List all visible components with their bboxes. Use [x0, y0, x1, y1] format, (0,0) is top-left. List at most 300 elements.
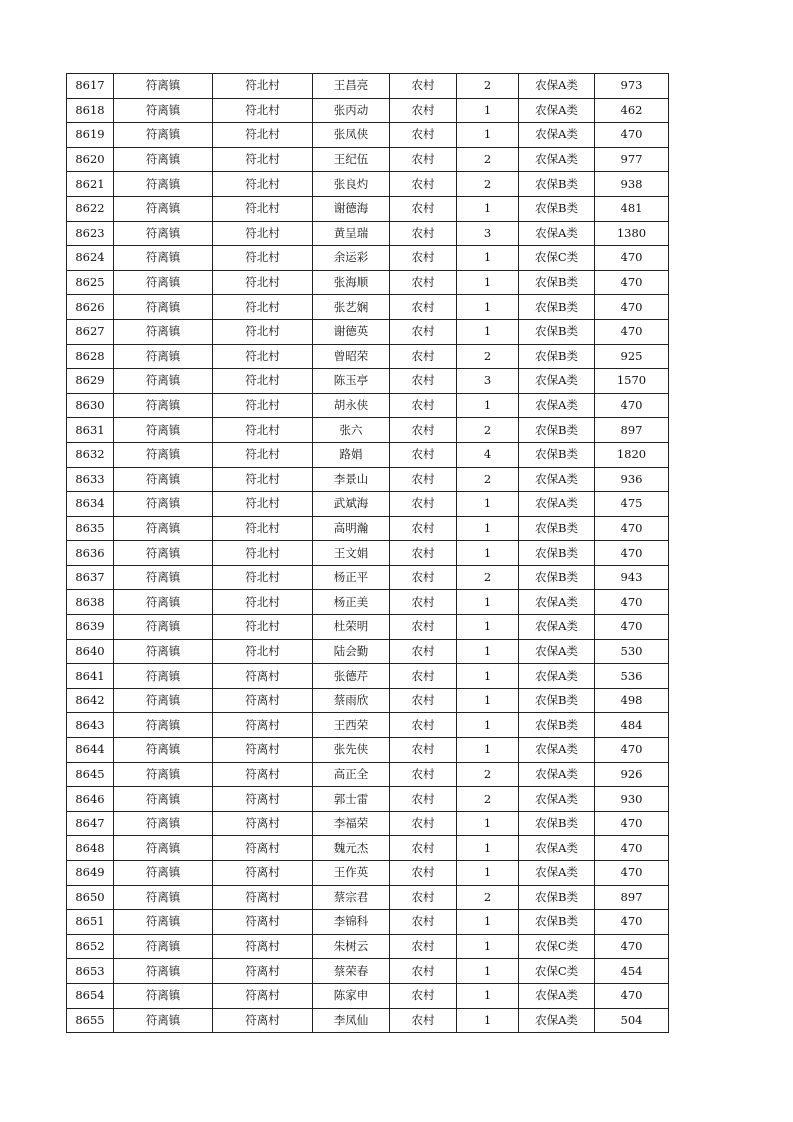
amount-cell: 470: [595, 861, 669, 886]
village-cell: 符北村: [213, 492, 313, 517]
household-type-cell: 农村: [390, 74, 457, 99]
household-type-cell: 农村: [390, 959, 457, 984]
member-count-cell: 1: [457, 934, 519, 959]
insurance-category-cell: 农保B类: [519, 541, 595, 566]
table-row: [67, 615, 669, 640]
insurance-category-cell: 农保A类: [519, 983, 595, 1008]
village-cell: 符离村: [213, 861, 313, 886]
person-name-cell: 蔡雨欣: [313, 688, 390, 713]
member-count-cell: 1: [457, 98, 519, 123]
amount-cell: 481: [595, 196, 669, 221]
member-count-cell: 1: [457, 393, 519, 418]
member-count-cell: 2: [457, 565, 519, 590]
person-name-cell: 蔡宗君: [313, 885, 390, 910]
household-type-cell: 农村: [390, 885, 457, 910]
table-row: [67, 639, 669, 664]
member-count-cell: 2: [457, 74, 519, 99]
table-row: [67, 98, 669, 123]
member-count-cell: 1: [457, 738, 519, 763]
row-number-cell: 8624: [67, 246, 114, 271]
village-cell: 符离村: [213, 787, 313, 812]
amount-cell: 454: [595, 959, 669, 984]
table-row: [67, 492, 669, 517]
insurance-category-cell: 农保B类: [519, 885, 595, 910]
person-name-cell: 谢德英: [313, 319, 390, 344]
town-cell: 符离镇: [114, 590, 213, 615]
row-number-cell: 8638: [67, 590, 114, 615]
insurance-category-cell: 农保C类: [519, 934, 595, 959]
row-number-cell: 8618: [67, 98, 114, 123]
person-name-cell: 高正全: [313, 762, 390, 787]
village-cell: 符离村: [213, 885, 313, 910]
table-row: [67, 738, 669, 763]
table-row: [67, 762, 669, 787]
village-cell: 符离村: [213, 762, 313, 787]
person-name-cell: 李凤仙: [313, 1008, 390, 1033]
row-number-cell: 8623: [67, 221, 114, 246]
row-number-cell: 8644: [67, 738, 114, 763]
table-row: [67, 811, 669, 836]
village-cell: 符北村: [213, 74, 313, 99]
row-number-cell: 8651: [67, 910, 114, 935]
amount-cell: 897: [595, 418, 669, 443]
row-number-cell: 8640: [67, 639, 114, 664]
household-type-cell: 农村: [390, 492, 457, 517]
village-cell: 符北村: [213, 516, 313, 541]
insurance-category-cell: 农保A类: [519, 787, 595, 812]
person-name-cell: 张良灼: [313, 172, 390, 197]
household-type-cell: 农村: [390, 442, 457, 467]
town-cell: 符离镇: [114, 885, 213, 910]
household-type-cell: 农村: [390, 639, 457, 664]
town-cell: 符离镇: [114, 221, 213, 246]
village-cell: 符离村: [213, 836, 313, 861]
village-cell: 符离村: [213, 1008, 313, 1033]
insurance-category-cell: 农保B类: [519, 319, 595, 344]
row-number-cell: 8625: [67, 270, 114, 295]
table-row: [67, 295, 669, 320]
row-number-cell: 8634: [67, 492, 114, 517]
town-cell: 符离镇: [114, 442, 213, 467]
person-name-cell: 张凤侠: [313, 123, 390, 148]
table-row: [67, 467, 669, 492]
member-count-cell: 1: [457, 713, 519, 738]
person-name-cell: 曾昭荣: [313, 344, 390, 369]
household-type-cell: 农村: [390, 1008, 457, 1033]
row-number-cell: 8655: [67, 1008, 114, 1033]
person-name-cell: 陈家申: [313, 983, 390, 1008]
insurance-category-cell: 农保A类: [519, 639, 595, 664]
insurance-category-cell: 农保B类: [519, 565, 595, 590]
insurance-category-cell: 农保B类: [519, 442, 595, 467]
member-count-cell: 2: [457, 418, 519, 443]
town-cell: 符离镇: [114, 123, 213, 148]
village-cell: 符北村: [213, 418, 313, 443]
person-name-cell: 黄呈瑞: [313, 221, 390, 246]
town-cell: 符离镇: [114, 861, 213, 886]
village-cell: 符离村: [213, 983, 313, 1008]
amount-cell: 925: [595, 344, 669, 369]
amount-cell: 938: [595, 172, 669, 197]
town-cell: 符离镇: [114, 541, 213, 566]
insurance-category-cell: 农保A类: [519, 590, 595, 615]
town-cell: 符离镇: [114, 467, 213, 492]
village-cell: 符离村: [213, 738, 313, 763]
household-type-cell: 农村: [390, 418, 457, 443]
row-number-cell: 8643: [67, 713, 114, 738]
village-cell: 符北村: [213, 467, 313, 492]
amount-cell: 973: [595, 74, 669, 99]
household-type-cell: 农村: [390, 147, 457, 172]
household-type-cell: 农村: [390, 738, 457, 763]
table-row: [67, 590, 669, 615]
row-number-cell: 8642: [67, 688, 114, 713]
insurance-category-cell: 农保A类: [519, 98, 595, 123]
village-cell: 符北村: [213, 369, 313, 394]
town-cell: 符离镇: [114, 74, 213, 99]
person-name-cell: 张六: [313, 418, 390, 443]
member-count-cell: 1: [457, 319, 519, 344]
village-cell: 符离村: [213, 811, 313, 836]
amount-cell: 470: [595, 738, 669, 763]
amount-cell: 943: [595, 565, 669, 590]
person-name-cell: 李福荣: [313, 811, 390, 836]
table-row: [67, 172, 669, 197]
table-row: [67, 393, 669, 418]
table-row: [67, 418, 669, 443]
town-cell: 符离镇: [114, 492, 213, 517]
insurance-category-cell: 农保B类: [519, 910, 595, 935]
village-cell: 符离村: [213, 934, 313, 959]
beneficiary-table: [66, 73, 669, 1033]
table-row: [67, 369, 669, 394]
insurance-category-cell: 农保C类: [519, 959, 595, 984]
insurance-category-cell: 农保A类: [519, 738, 595, 763]
village-cell: 符北村: [213, 123, 313, 148]
insurance-category-cell: 农保A类: [519, 123, 595, 148]
town-cell: 符离镇: [114, 418, 213, 443]
household-type-cell: 农村: [390, 221, 457, 246]
row-number-cell: 8637: [67, 565, 114, 590]
insurance-category-cell: 农保A类: [519, 664, 595, 689]
member-count-cell: 2: [457, 344, 519, 369]
town-cell: 符离镇: [114, 713, 213, 738]
row-number-cell: 8646: [67, 787, 114, 812]
household-type-cell: 农村: [390, 246, 457, 271]
insurance-category-cell: 农保A类: [519, 1008, 595, 1033]
table-row: [67, 836, 669, 861]
village-cell: 符北村: [213, 147, 313, 172]
insurance-category-cell: 农保B类: [519, 516, 595, 541]
town-cell: 符离镇: [114, 172, 213, 197]
amount-cell: 1380: [595, 221, 669, 246]
person-name-cell: 高明瀚: [313, 516, 390, 541]
household-type-cell: 农村: [390, 910, 457, 935]
household-type-cell: 农村: [390, 393, 457, 418]
insurance-category-cell: 农保B类: [519, 418, 595, 443]
village-cell: 符北村: [213, 590, 313, 615]
row-number-cell: 8626: [67, 295, 114, 320]
insurance-category-cell: 农保A类: [519, 836, 595, 861]
insurance-category-cell: 农保B类: [519, 811, 595, 836]
household-type-cell: 农村: [390, 983, 457, 1008]
village-cell: 符北村: [213, 98, 313, 123]
household-type-cell: 农村: [390, 98, 457, 123]
row-number-cell: 8633: [67, 467, 114, 492]
village-cell: 符北村: [213, 172, 313, 197]
amount-cell: 504: [595, 1008, 669, 1033]
amount-cell: 536: [595, 664, 669, 689]
person-name-cell: 张德芹: [313, 664, 390, 689]
row-number-cell: 8627: [67, 319, 114, 344]
amount-cell: 470: [595, 541, 669, 566]
household-type-cell: 农村: [390, 467, 457, 492]
member-count-cell: 1: [457, 1008, 519, 1033]
town-cell: 符离镇: [114, 811, 213, 836]
row-number-cell: 8630: [67, 393, 114, 418]
person-name-cell: 郭士雷: [313, 787, 390, 812]
town-cell: 符离镇: [114, 516, 213, 541]
amount-cell: 462: [595, 98, 669, 123]
row-number-cell: 8652: [67, 934, 114, 959]
table-row: [67, 688, 669, 713]
household-type-cell: 农村: [390, 319, 457, 344]
household-type-cell: 农村: [390, 615, 457, 640]
insurance-category-cell: 农保A类: [519, 492, 595, 517]
household-type-cell: 农村: [390, 123, 457, 148]
member-count-cell: 1: [457, 295, 519, 320]
table-row: [67, 885, 669, 910]
person-name-cell: 朱树云: [313, 934, 390, 959]
member-count-cell: 1: [457, 688, 519, 713]
insurance-category-cell: 农保A类: [519, 467, 595, 492]
town-cell: 符离镇: [114, 295, 213, 320]
village-cell: 符北村: [213, 270, 313, 295]
table-row: [67, 221, 669, 246]
amount-cell: 930: [595, 787, 669, 812]
insurance-category-cell: 农保B类: [519, 172, 595, 197]
insurance-category-cell: 农保B类: [519, 295, 595, 320]
town-cell: 符离镇: [114, 246, 213, 271]
table-row: [67, 861, 669, 886]
amount-cell: 470: [595, 983, 669, 1008]
household-type-cell: 农村: [390, 688, 457, 713]
household-type-cell: 农村: [390, 369, 457, 394]
amount-cell: 530: [595, 639, 669, 664]
member-count-cell: 1: [457, 664, 519, 689]
row-number-cell: 8635: [67, 516, 114, 541]
village-cell: 符离村: [213, 713, 313, 738]
town-cell: 符离镇: [114, 983, 213, 1008]
household-type-cell: 农村: [390, 565, 457, 590]
table-row: [67, 1008, 669, 1033]
household-type-cell: 农村: [390, 762, 457, 787]
insurance-category-cell: 农保A类: [519, 369, 595, 394]
table-row: [67, 664, 669, 689]
household-type-cell: 农村: [390, 516, 457, 541]
household-type-cell: 农村: [390, 172, 457, 197]
member-count-cell: 1: [457, 196, 519, 221]
amount-cell: 470: [595, 811, 669, 836]
village-cell: 符北村: [213, 393, 313, 418]
row-number-cell: 8632: [67, 442, 114, 467]
household-type-cell: 农村: [390, 836, 457, 861]
row-number-cell: 8636: [67, 541, 114, 566]
table-row: [67, 74, 669, 99]
household-type-cell: 农村: [390, 934, 457, 959]
amount-cell: 470: [595, 516, 669, 541]
village-cell: 符离村: [213, 959, 313, 984]
town-cell: 符离镇: [114, 196, 213, 221]
village-cell: 符北村: [213, 344, 313, 369]
person-name-cell: 胡永侠: [313, 393, 390, 418]
town-cell: 符离镇: [114, 147, 213, 172]
insurance-category-cell: 农保A类: [519, 221, 595, 246]
member-count-cell: 1: [457, 836, 519, 861]
village-cell: 符北村: [213, 639, 313, 664]
person-name-cell: 王纪伍: [313, 147, 390, 172]
table-row: [67, 196, 669, 221]
village-cell: 符离村: [213, 688, 313, 713]
member-count-cell: 3: [457, 369, 519, 394]
row-number-cell: 8650: [67, 885, 114, 910]
member-count-cell: 2: [457, 787, 519, 812]
amount-cell: 470: [595, 270, 669, 295]
town-cell: 符离镇: [114, 934, 213, 959]
amount-cell: 470: [595, 295, 669, 320]
amount-cell: 926: [595, 762, 669, 787]
town-cell: 符离镇: [114, 344, 213, 369]
member-count-cell: 1: [457, 541, 519, 566]
member-count-cell: 1: [457, 861, 519, 886]
insurance-category-cell: 农保A类: [519, 861, 595, 886]
person-name-cell: 蔡荣春: [313, 959, 390, 984]
table-row: [67, 959, 669, 984]
member-count-cell: 1: [457, 123, 519, 148]
town-cell: 符离镇: [114, 565, 213, 590]
amount-cell: 470: [595, 590, 669, 615]
table-row: [67, 123, 669, 148]
village-cell: 符北村: [213, 442, 313, 467]
member-count-cell: 1: [457, 270, 519, 295]
person-name-cell: 张先侠: [313, 738, 390, 763]
insurance-category-cell: 农保A类: [519, 762, 595, 787]
amount-cell: 484: [595, 713, 669, 738]
person-name-cell: 杜荣明: [313, 615, 390, 640]
town-cell: 符离镇: [114, 369, 213, 394]
table-row: [67, 541, 669, 566]
member-count-cell: 1: [457, 590, 519, 615]
member-count-cell: 2: [457, 172, 519, 197]
person-name-cell: 魏元杰: [313, 836, 390, 861]
insurance-category-cell: 农保A类: [519, 147, 595, 172]
table-row: [67, 319, 669, 344]
town-cell: 符离镇: [114, 270, 213, 295]
person-name-cell: 余运彩: [313, 246, 390, 271]
row-number-cell: 8648: [67, 836, 114, 861]
member-count-cell: 1: [457, 910, 519, 935]
insurance-category-cell: 农保A类: [519, 615, 595, 640]
insurance-category-cell: 农保A类: [519, 393, 595, 418]
town-cell: 符离镇: [114, 836, 213, 861]
village-cell: 符北村: [213, 295, 313, 320]
person-name-cell: 张海顺: [313, 270, 390, 295]
member-count-cell: 1: [457, 811, 519, 836]
table-row: [67, 246, 669, 271]
village-cell: 符北村: [213, 221, 313, 246]
row-number-cell: 8654: [67, 983, 114, 1008]
member-count-cell: 2: [457, 147, 519, 172]
table-row: [67, 565, 669, 590]
row-number-cell: 8617: [67, 74, 114, 99]
member-count-cell: 2: [457, 885, 519, 910]
amount-cell: 470: [595, 615, 669, 640]
village-cell: 符离村: [213, 664, 313, 689]
household-type-cell: 农村: [390, 295, 457, 320]
row-number-cell: 8621: [67, 172, 114, 197]
member-count-cell: 1: [457, 516, 519, 541]
member-count-cell: 1: [457, 983, 519, 1008]
town-cell: 符离镇: [114, 393, 213, 418]
amount-cell: 470: [595, 934, 669, 959]
village-cell: 符北村: [213, 196, 313, 221]
row-number-cell: 8628: [67, 344, 114, 369]
member-count-cell: 1: [457, 615, 519, 640]
town-cell: 符离镇: [114, 639, 213, 664]
amount-cell: 470: [595, 123, 669, 148]
row-number-cell: 8647: [67, 811, 114, 836]
table-row: [67, 270, 669, 295]
row-number-cell: 8649: [67, 861, 114, 886]
table-row: [67, 983, 669, 1008]
town-cell: 符离镇: [114, 910, 213, 935]
row-number-cell: 8620: [67, 147, 114, 172]
row-number-cell: 8629: [67, 369, 114, 394]
member-count-cell: 2: [457, 762, 519, 787]
person-name-cell: 杨正平: [313, 565, 390, 590]
town-cell: 符离镇: [114, 688, 213, 713]
table-row: [67, 344, 669, 369]
amount-cell: 470: [595, 910, 669, 935]
person-name-cell: 李景山: [313, 467, 390, 492]
household-type-cell: 农村: [390, 787, 457, 812]
member-count-cell: 3: [457, 221, 519, 246]
person-name-cell: 王西荣: [313, 713, 390, 738]
insurance-category-cell: 农保B类: [519, 344, 595, 369]
person-name-cell: 张艺娴: [313, 295, 390, 320]
member-count-cell: 1: [457, 959, 519, 984]
person-name-cell: 王文娟: [313, 541, 390, 566]
town-cell: 符离镇: [114, 319, 213, 344]
table-row: [67, 442, 669, 467]
person-name-cell: 王作英: [313, 861, 390, 886]
person-name-cell: 杨正美: [313, 590, 390, 615]
row-number-cell: 8641: [67, 664, 114, 689]
insurance-category-cell: 农保B类: [519, 270, 595, 295]
amount-cell: 897: [595, 885, 669, 910]
amount-cell: 977: [595, 147, 669, 172]
town-cell: 符离镇: [114, 1008, 213, 1033]
table-row: [67, 787, 669, 812]
table-body: [67, 74, 669, 1033]
village-cell: 符北村: [213, 565, 313, 590]
household-type-cell: 农村: [390, 541, 457, 566]
person-name-cell: 王昌亮: [313, 74, 390, 99]
amount-cell: 1570: [595, 369, 669, 394]
household-type-cell: 农村: [390, 811, 457, 836]
town-cell: 符离镇: [114, 738, 213, 763]
person-name-cell: 陆会勤: [313, 639, 390, 664]
